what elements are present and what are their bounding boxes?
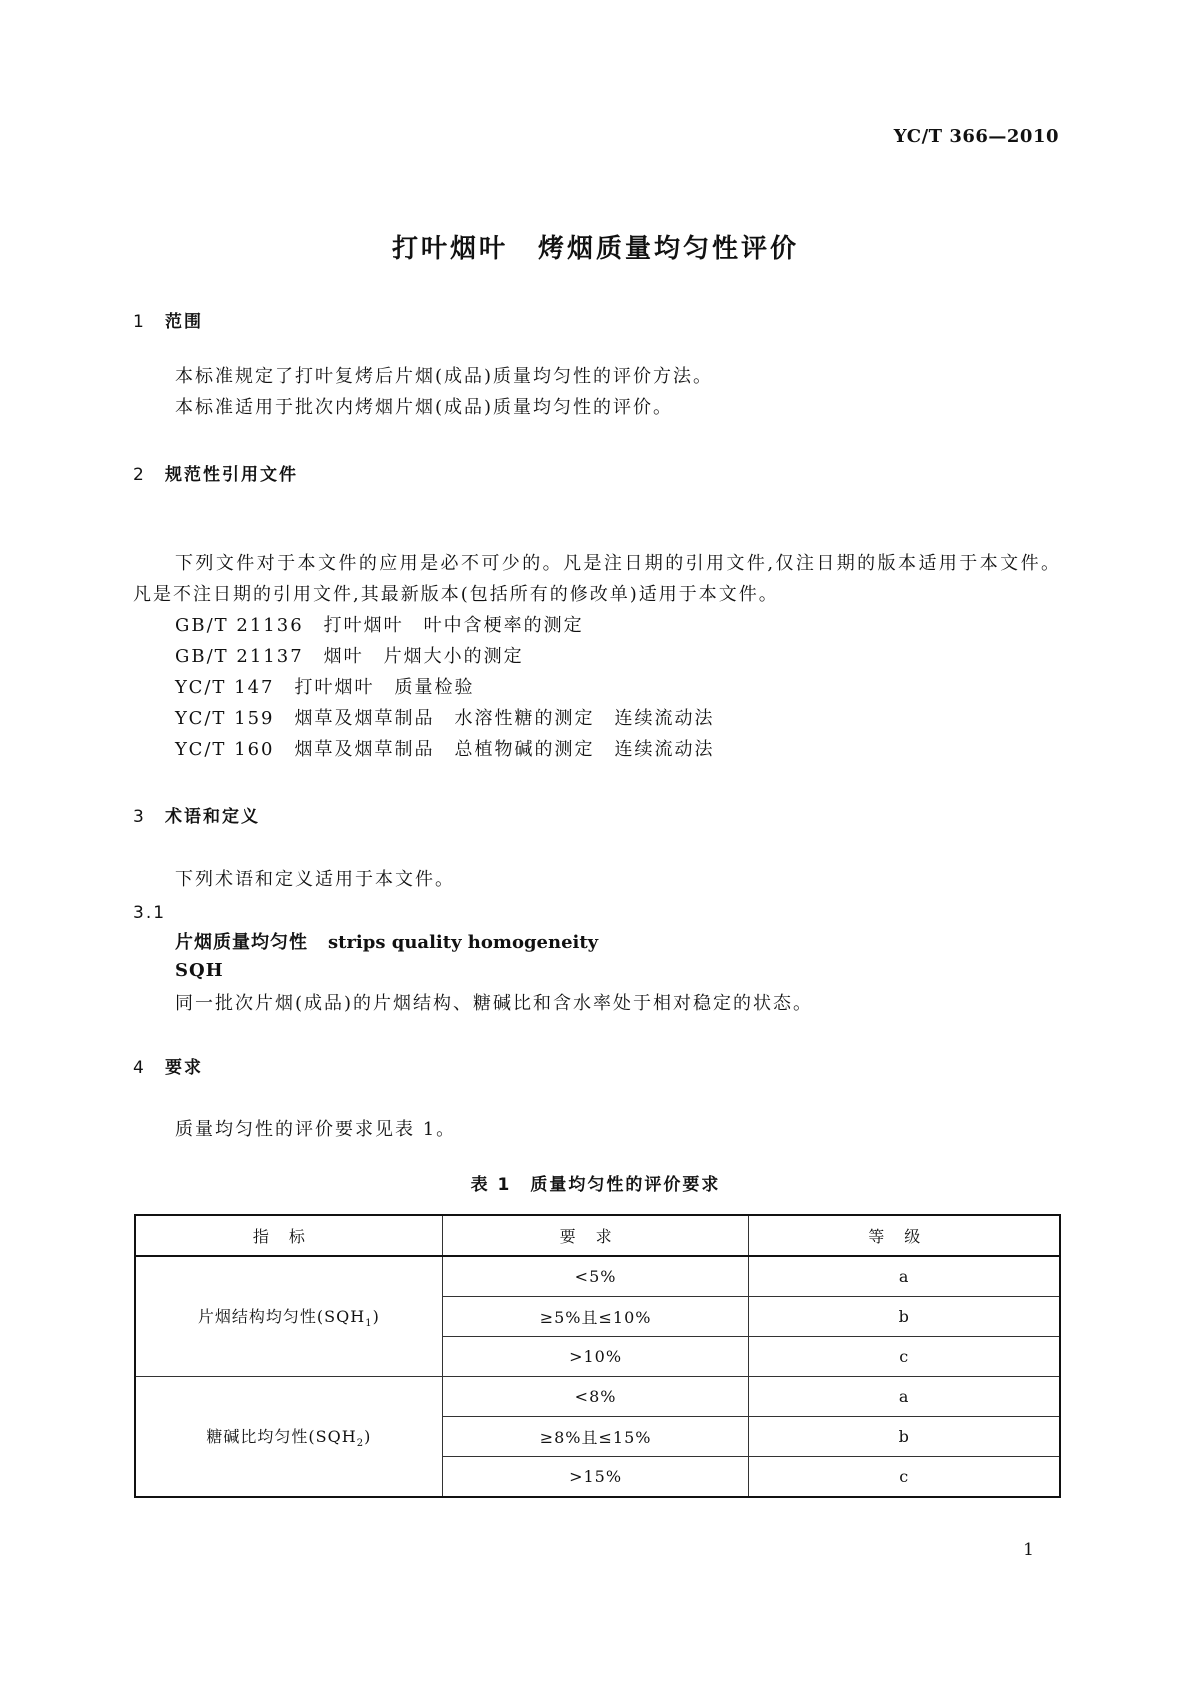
section-title: 术语和定义 [165,807,260,827]
reference-item [175,734,715,765]
section-number: 2 [133,465,146,485]
reference-code: YC/T 159 [175,708,275,729]
document-title [0,228,1191,265]
term-number: 3.1 [133,903,167,923]
indicator-subscript: 2 [356,1438,365,1450]
header-indicator: 指标 [135,1215,442,1256]
requirement-cell: >15% [442,1457,749,1498]
term-zh: 片烟质量均匀性 [175,932,308,953]
grade-cell: b [749,1417,1060,1457]
indicator-label: 糖碱比均匀性(SQH [206,1426,357,1446]
section-title: 范围 [165,312,203,332]
term-title [175,928,598,954]
grade-cell: c [749,1337,1060,1377]
table-row [135,1256,1060,1297]
document-code: YC/T 366—2010 [893,126,1059,147]
requirement-cell: ≥8%且≤15% [442,1417,749,1457]
reference-code: YC/T 160 [175,739,275,760]
reference-title: 烟草及烟草制品 水溶性糖的测定 连续流动法 [294,708,715,729]
indicator-cell [135,1377,442,1498]
section-3-intro: 下列术语和定义适用于本文件。 [175,869,455,890]
section-2-intro: 下列文件对于本文件的应用是必不可少的。凡是注日期的引用文件,仅注日期的版本适用于本文件。凡是不注日期的引用文件,其最新版本(包括所有的修改单)适用于本文件。 [133,553,1061,605]
title-part-1: 打叶烟叶 [391,234,508,264]
term-en: strips quality homogeneity [328,932,599,953]
requirement-cell: <5% [442,1256,749,1297]
section-1-para-1: 本标准规定了打叶复烤后片烟(成品)质量均匀性的评价方法。 [175,366,714,387]
section-3-heading [133,802,260,827]
requirement-cell: >10% [442,1337,749,1377]
reference-item [175,610,584,641]
section-number: 1 [133,312,146,332]
reference-item [175,672,475,703]
indicator-label: 片烟结构均匀性(SQH [197,1306,366,1326]
reference-code: GB/T 21137 [175,646,304,667]
table-row [135,1377,1060,1417]
page-number: 1 [1023,1540,1034,1560]
reference-title: 打叶烟叶 质量检验 [294,677,475,698]
table-header-row [135,1215,1060,1256]
indicator-subscript: 1 [365,1318,373,1330]
header-requirement: 要求 [442,1215,749,1256]
section-title: 要求 [165,1058,203,1078]
reference-title: 打叶烟叶 叶中含梗率的测定 [323,615,584,636]
grade-cell: a [749,1377,1060,1417]
section-number: 4 [133,1058,146,1078]
reference-title: 烟叶 片烟大小的测定 [323,646,524,667]
reference-code: GB/T 21136 [175,615,304,636]
term-definition: 同一批次片烟(成品)的片烟结构、糖碱比和含水率处于相对稳定的状态。 [175,993,814,1014]
reference-code: YC/T 147 [175,677,275,698]
grade-cell: a [749,1256,1060,1297]
grade-cell: b [749,1297,1060,1337]
section-2-heading [133,460,298,485]
section-number: 3 [133,807,146,827]
header-grade: 等级 [749,1215,1060,1256]
requirement-cell: <8% [442,1377,749,1417]
section-1-heading [133,307,203,332]
table-caption: 表 1 质量均匀性的评价要求 [470,1175,721,1195]
section-4-heading [133,1053,203,1078]
grade-cell: c [749,1457,1060,1498]
requirement-cell: ≥5%且≤10% [442,1297,749,1337]
indicator-cell [135,1256,442,1377]
indicator-close: ) [364,1426,372,1446]
section-1-para-2: 本标准适用于批次内烤烟片烟(成品)质量均匀性的评价。 [175,397,674,418]
reference-title: 烟草及烟草制品 总植物碱的测定 连续流动法 [294,739,715,760]
title-part-2: 烤烟质量均匀性评价 [538,234,800,264]
reference-item [175,641,524,672]
term-abbreviation: SQH [175,960,224,981]
requirements-table [134,1214,1061,1498]
indicator-close: ) [372,1306,380,1326]
reference-item [175,703,715,734]
section-4-intro: 质量均匀性的评价要求见表 1。 [175,1119,457,1140]
section-title: 规范性引用文件 [165,465,298,485]
